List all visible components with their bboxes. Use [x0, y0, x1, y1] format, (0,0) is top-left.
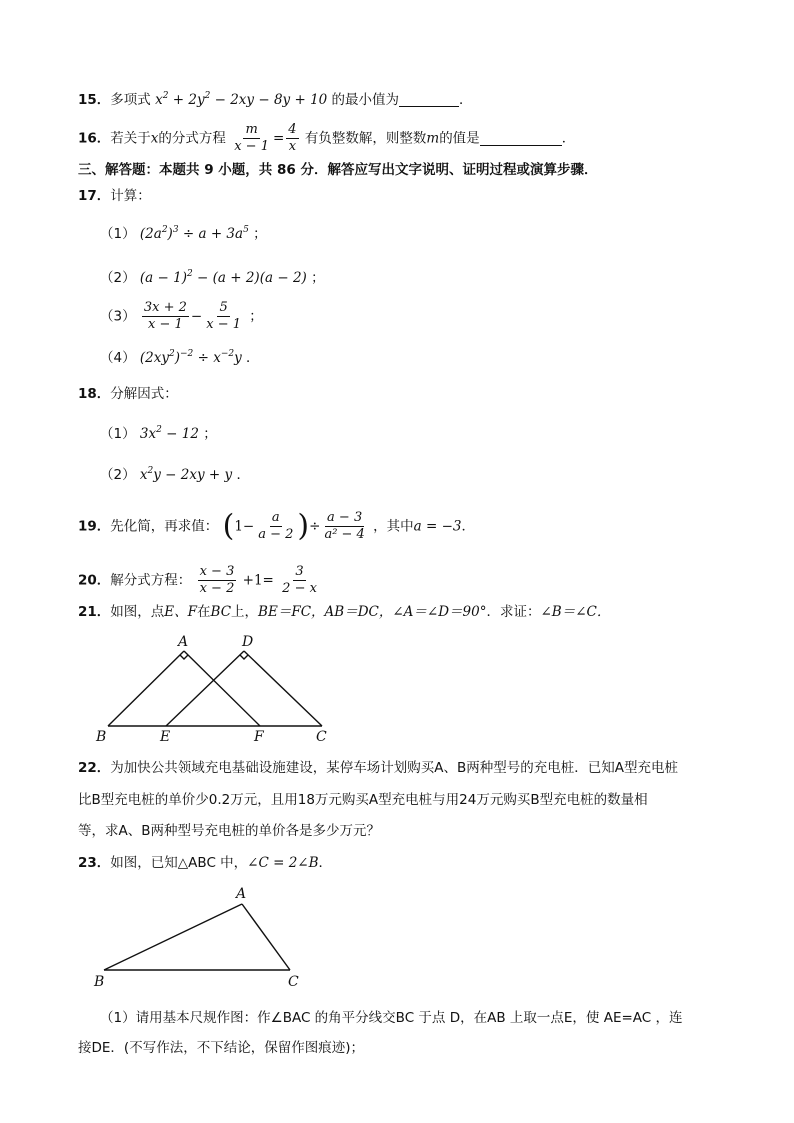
q17-p2-expr: $(a - 1)^2 - (a + 2)(a - 2)$ — [139, 269, 307, 286]
q16-mid1: 的分式方程 — [158, 130, 226, 147]
q21-number: 21． — [78, 604, 111, 620]
q23-line-ab — [104, 904, 242, 970]
q21-text-1: 如图，点 — [110, 604, 165, 620]
q17-p2-label: （2） — [100, 270, 136, 286]
q17-p3-label: （3） — [100, 308, 136, 325]
question-20 — [78, 564, 321, 597]
q21-line-ed — [166, 651, 244, 726]
q21-label-e: E — [160, 729, 171, 745]
q19-where: ，其中 — [373, 518, 414, 535]
q16-fraction-left — [232, 122, 271, 155]
q16-number: 16． — [78, 130, 111, 147]
q17-p1-expr: $(2a^2)^3 \div a + 3a^5$ — [139, 225, 249, 242]
q20-f2-den: 2 − x — [282, 581, 317, 596]
q16-answer-blank — [480, 131, 562, 146]
q21-points: E、F — [164, 604, 198, 620]
q21-label-a: A — [178, 634, 189, 650]
q23-label-b: B — [94, 974, 105, 990]
q15-answer-blank — [399, 92, 459, 107]
question-22-line-1 — [78, 758, 678, 778]
q16-f2-num: 4 — [288, 122, 297, 137]
question-18 — [78, 384, 178, 404]
q16-mid2: 有负整数解，则整数 — [304, 130, 427, 147]
question-19: 19．先化简，再求值： (1− $\frac{a}{a - 2}$ )÷ $\frac{a - 3}{\text{a² − 4}}$ ，其中a = −3． — [78, 508, 475, 544]
q19-f1-den: a − 2 — [258, 527, 294, 542]
q22-number: 22． — [78, 760, 111, 776]
q17-text: 计算： — [110, 188, 151, 204]
q19-end: ． — [461, 518, 475, 535]
q23-figure — [90, 880, 320, 990]
question-21 — [78, 602, 610, 622]
q19-text: 先化简，再求值： — [110, 518, 219, 535]
question-17 — [78, 186, 151, 206]
q21-goal: ∠B＝∠C． — [540, 604, 611, 620]
q18-part-2: （2） $x^2y - 2xy + y$ ． — [100, 466, 250, 483]
q21-label-c: C — [316, 729, 327, 745]
q17-p3f1-den: x − 1 — [148, 317, 183, 332]
question-16: 16．若关于x的分式方程 $\frac{m}{x - 1}$ = $\frac{4}{x}$ 有负整数解，则整数m的值是 ． — [78, 122, 576, 154]
q17-p3f2-num: 5 — [219, 300, 228, 315]
q23-label-a: A — [236, 886, 247, 902]
q20-f1-den: x − 2 — [199, 581, 235, 596]
q18-p1-expr: $3x^2 - 12$ — [139, 425, 199, 442]
q23-label-c: C — [288, 974, 299, 990]
q19-f2-den: a² − 4 — [324, 527, 365, 542]
q23-condition: ∠C = 2∠B — [247, 855, 319, 871]
q16-fraction-right — [286, 122, 298, 155]
q17-p3-frac1 — [142, 300, 189, 333]
q20-frac1 — [198, 564, 237, 597]
q21-figure — [90, 630, 350, 745]
q23-part-1-line-2: 接DE．(不写作法，不下结论，保留作图痕迹)； — [78, 1040, 364, 1056]
q19-f1-num: a — [271, 510, 280, 525]
q20-f1-num: x − 3 — [199, 564, 235, 579]
q17-part-3: （3） $\frac{3x + 2}{x - 1}$ − $\frac{5}{x - 1}$ ； — [100, 300, 263, 332]
q20-number: 20． — [78, 572, 111, 589]
q17-number: 17． — [78, 188, 111, 204]
q17-p3-frac2 — [204, 300, 243, 333]
q18-p1-label: （1） — [100, 426, 136, 442]
q23-line-ac — [242, 904, 290, 970]
q15-end: ． — [459, 92, 473, 108]
q15-polynomial: $x^2 + 2y^2 - 2xy - 8y + 10$ — [155, 91, 328, 108]
q21-text-3: 上， — [231, 604, 259, 620]
q21-label-b: B — [96, 729, 107, 745]
q23-text: 如图，已知△ABC 中， — [110, 855, 248, 871]
q17-part-4: （4） $(2xy^2)^{-2} \div x^{-2}y$ ． — [100, 349, 260, 366]
q19-f2-num: a − 3 — [327, 510, 363, 525]
q21-line-af — [184, 651, 260, 726]
q17-p4-expr: $(2xy^2)^{-2} \div x^{-2}y$ — [139, 349, 242, 366]
q15-post: 的最小值为 — [331, 92, 400, 108]
q19-condition: a = −3 — [413, 518, 462, 535]
q18-p2-expr: $x^2y - 2xy + y$ — [139, 466, 233, 483]
q17-p3f2-den: x − 1 — [206, 317, 241, 332]
q21-right-angle-a — [180, 655, 188, 659]
q18-text: 分解因式： — [110, 386, 178, 402]
q15-pre: 多项式 — [110, 92, 151, 108]
q23-end: ． — [318, 855, 333, 871]
q19-frac2 — [322, 510, 366, 543]
q21-segment-bc: BC — [210, 604, 232, 620]
q19-number: 19． — [78, 518, 111, 535]
q21-line-ab — [108, 651, 184, 726]
section-3-heading: 三、解答题：本题共 9 小题，共 86 分．解答应写出文字说明、证明过程或演算步骤． — [78, 162, 598, 178]
q22-text-1: 为加快公共领域充电基础设施建设，某停车场计划购买A、B两种型号的充电桩．已知A型充电桩 — [110, 760, 679, 776]
q16-end: ． — [561, 130, 576, 147]
q18-number: 18． — [78, 386, 111, 402]
q21-conditions: BE＝FC，AB＝DC，∠A＝∠D＝90° — [258, 604, 487, 620]
q21-line-dc — [244, 651, 322, 726]
question-22-line-2: 比B型充电桩的单价少0.2万元，且用18万元购买A型充电桩与用24万元购买B型充电桩的数量相 — [78, 792, 648, 808]
question-23 — [78, 853, 332, 873]
q21-right-angle-d — [240, 655, 248, 659]
q17-p3f1-num: 3x + 2 — [143, 300, 187, 315]
q20-f2-num: 3 — [295, 564, 304, 579]
q17-part-1: （1） $(2a^2)^3 \div a + 3a^5$ ； — [100, 225, 267, 242]
q20-text: 解分式方程： — [110, 572, 192, 589]
q18-part-1: （1） $3x^2 - 12$ ； — [100, 425, 217, 442]
q16-f2-den: x — [288, 139, 297, 154]
q17-p4-label: （4） — [100, 350, 136, 366]
question-15 — [78, 86, 473, 110]
q20-plus-one: +1= — [242, 572, 274, 589]
q18-p2-label: （2） — [100, 467, 136, 483]
q23-part-1-line-1: （1）请用基本尺规作图：作∠BAC 的角平分线交BC 于点 D，在AB 上取一点E，使 AE=AC ，连 — [100, 1010, 683, 1026]
q16-mid3: 的值是 — [439, 130, 480, 147]
q16-var-m: m — [426, 130, 440, 147]
q17-p1-label: （1） — [100, 226, 136, 242]
q21-text-4: ．求证： — [486, 604, 541, 620]
q16-var-x: x — [150, 130, 159, 147]
q21-text-2: 在 — [197, 604, 211, 620]
q23-number: 23． — [78, 855, 111, 871]
q21-label-d: D — [242, 634, 254, 650]
q16-f1-num: m — [245, 122, 258, 137]
q21-label-f: F — [254, 729, 264, 745]
q16-pre: 若关于 — [110, 130, 151, 147]
q20-frac2 — [280, 564, 319, 597]
q17-part-2: （2） $(a - 1)^2 - (a + 2)(a - 2)$ ； — [100, 269, 325, 286]
q19-frac1 — [256, 510, 295, 543]
question-22-line-3: 等，求A、B两种型号充电桩的单价各是多少万元？ — [78, 823, 380, 839]
q16-f1-den: x − 1 — [234, 139, 269, 154]
q15-number: 15． — [78, 92, 111, 108]
